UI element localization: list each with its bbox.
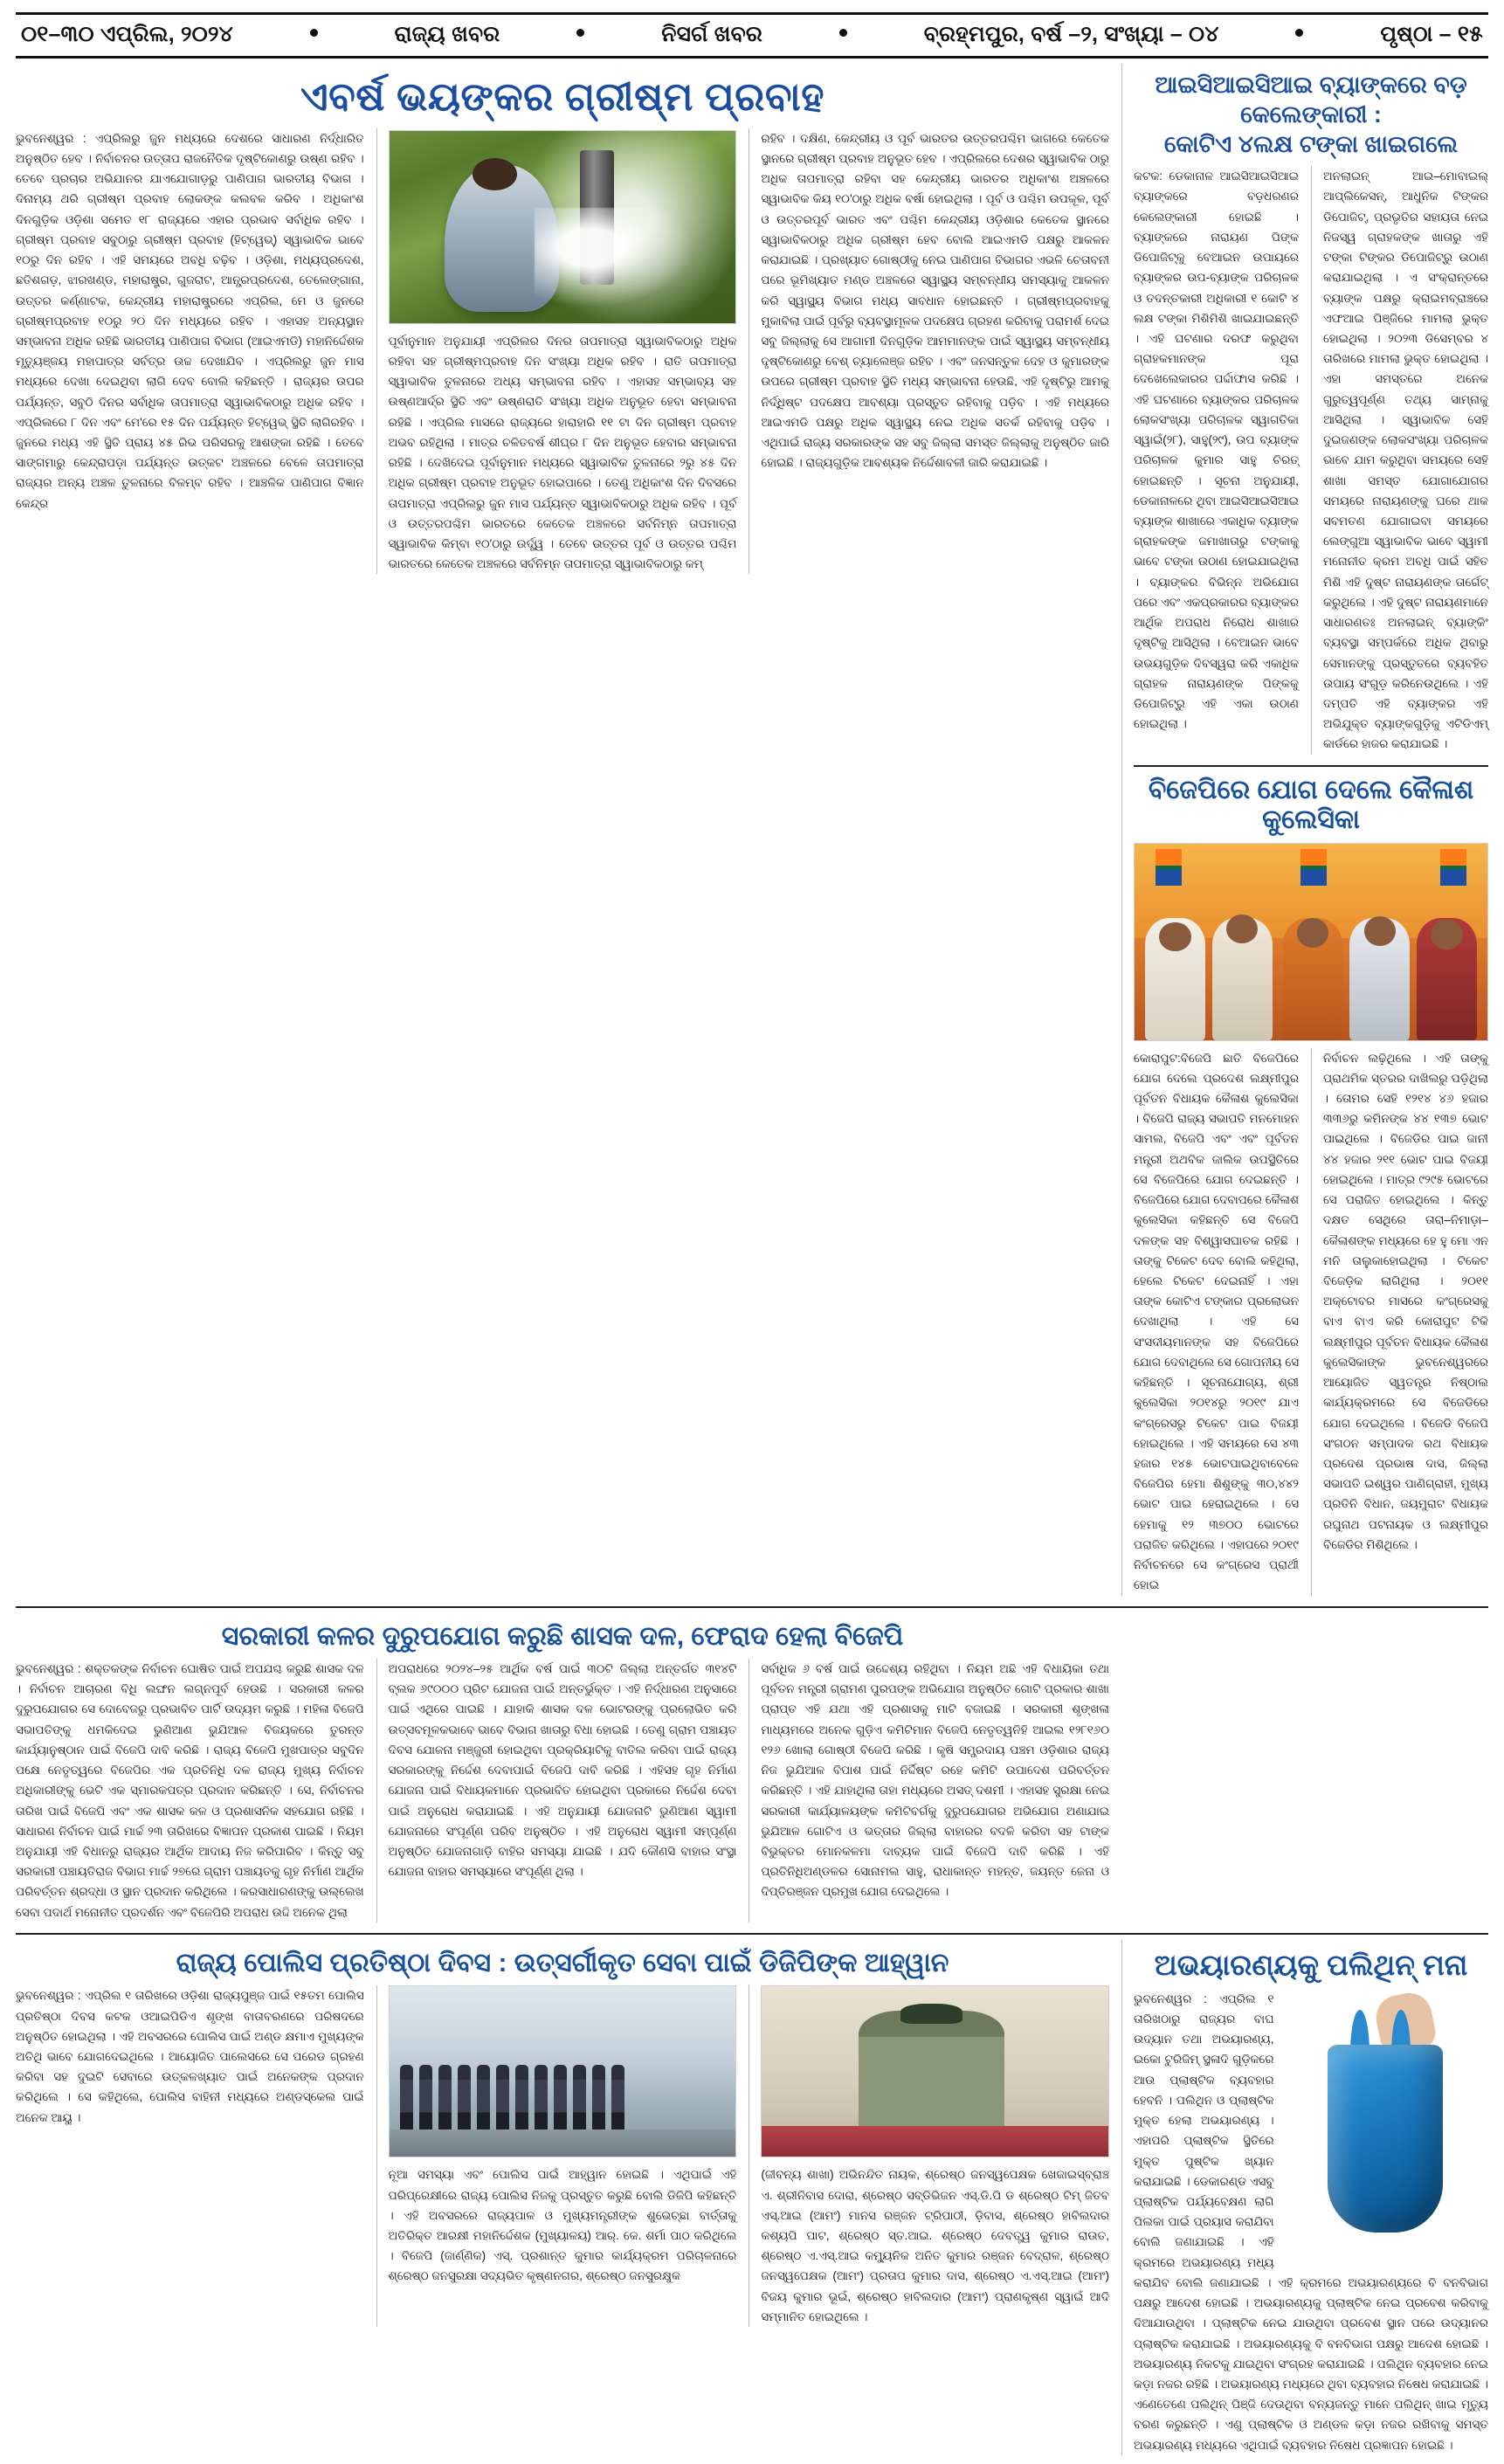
photo-officer [400,2065,413,2133]
bullet-icon [310,29,318,37]
photo-officer [496,2065,509,2133]
bank-columns [1134,166,1488,754]
photo-officer [573,2065,586,2133]
divider [1134,765,1488,767]
photo-boy-at-tubewell [390,131,736,323]
bank-column-2 [1311,166,1488,754]
photo-police-parade [390,1986,736,2157]
photo-officer [477,2065,490,2133]
police-text-3: (ଜୀବନ୍ୟ ଶାଖା) ଅଭିନନ୍ଦିତ ନାୟକ, ଶ୍ରେଷ୍ଠ ଜନସ୍ୱପେକ୍ଷକ ଖେଜାଇସ୍‌ବ୍ରାଞ୍ଚ ଏ. ଶ୍ରୀନିବାସ ଦୋରା, ଶ୍ରେଷ୍ଠ ସବ୍‌ଡିଭିଜନ ଏସ୍.ଡି.ପି ଡ ଶ୍ରେଷ୍ଠ ଟିମ୍ ଜିତବ ଏସ୍.ଆଇ (ଆମଂ) ମାନସ ରଞ୍ଜନ ଟ୍ରିପାଠୀ, ଡ଼ିବାସ, ଶ୍ରେଷ୍ଠ ହାବିଲଦାର କଶ୍ୟପି ପାଟ, ଶ୍ରେଷ୍ଠ ସ୍ତ.ଆଇ. ଶ୍ରେଷ୍ଠ ଦେବତ୍ତ୍ୱ କୁମାର ରାଉତ, ଶ୍ରେଷ୍ଠ ଏ.ଏସ୍.ଆଇ କମ୍ୟୁନିକ ଅନିତ କୁମାର ରଞ୍ଜନ ବେଦ୍ରାଳ, ଶ୍ରେଷ୍ଠ ଜନସ୍ୱପେକ୍ଷକ (ଆମଂ) ପ୍ରତାପ କୁମାର ଦାସ, ଶ୍ରେଷ୍ଠ ଏ.ଏସ୍.ଆଇ (ଆମଂ) ବିଜୟ କୁମାର ଭୂଇଁ, ଶ୍ରେଷ୍ଠ ହାବିଲଦାର (ଆମଂ) ପ୍ରାଣକୃଷ୍ଣ ସ୍ୱାଇଁ ଆଦି ସମ୍ମାନିତ ହୋଇଥିଲେ । [761,2168,1110,2323]
bjp-text-2: ନିର୍ବାଚନ ଲଢ଼ିଥିଲେ । ଏହି ତାଙ୍କୁ ପ୍ରାଥମିକ ସ୍ତରର ଦାଖିଲରୁ ପଡ଼ିଥିଲା । ତୋମର ସେହି ୧୨୧୪ ୪୬ ହଜାର ୩୩୬ରୁ କମିନଙ୍କ ୪୪ ୧୩୭ ଭୋଟ ପାଇଥିଲେ । ବିଜେଡିର ପାଇ ଜାନୀ ୪୪ ହଜାର ୨୧୧ ଭୋଟ ପାଇ ବିଜୟୀ ହୋଇଥିଲେ । ମାତ୍ର ୯୨୯୫ ଭୋଟରେ ସେ ପରାଜିତ ହୋଇଥିଲେ । କିନ୍ତୁ ଦକ୍ଷତ ସେଥିରେ ତାରା–ନିମାଡ଼ା–କୈଳାଶଙ୍କ ମଧ୍ୟରେ ହେ ହୁ ମୋ ଏନ ମନି ତାଲୁକାହୋଇଥିଲା । ଟିକେଟ ବିଜେଡ଼ିକ ଲାଗିଥିଲା । ୨୦୧୧ ଅକ୍ଟୋବର ମାସରେ କଂଗ୍ରେସକୁ ବାଏ ବାଏ କରି କୋରାପୁଟ ଟିକି ଲକ୍ଷ୍ମୀପୁର ପୂର୍ବତନ ବିଧାୟକ କୈଳାଶ କୁଲେସିକାଙ୍କ ଭୁବନେଶ୍ୱରରେ ଆୟୋଜିତ ସ୍ୱତନ୍ତ୍ର ନିଷ୍ଠାଲ କାର୍ଯ୍ୟକ୍ରମରେ ସେ ବିଜେଡିରେ ଯୋଗ ଦେଇଥିଲେ । ବିଜେଡି ବିଜେପି ସଂଗଠନ ସମ୍ପାଦକ ରଥ ବିଧାୟକ ପ୍ରଦେଶ ପ୍ରଭାଷ ଦାସ, ଜିଲ୍ଲା ସଭାପତି ଇଶ୍ୱର ପାଣିଗ୍ରାହୀ, ମୁଖ୍ୟ ପ୍ରତିନି ବିଧାନ, ଜୟମୁରାଟ ବିଧାୟକ ରଘୁନାଥ ପଟନାୟକ ଓ ଲକ୍ଷ୍ମୀପୁର ବିଜେଡିର ମିଶିଥିଲେ । [1323,1051,1488,1551]
police-column-3 [749,1985,1109,2327]
photo-person-face [1364,916,1396,946]
govt-column-2 [376,1659,737,1922]
photo-officer [515,2065,528,2133]
govt-text-2: ଅପରାଧରେ ୨୦୨୪–୨୫ ଆର୍ଥିକ ବର୍ଷ ପାଇଁ ୩୦ଟି ଜିଲ୍ଲା ଅନ୍ତର୍ଗତ ୩୧୪ଟି ବ୍ଲକ ୬୯୦୦୦ ପ୍ରିଟ ଯୋଜନା ପାଇଁ ଅନ୍ତର୍ଭୁକ୍ତ । ଏହି ନିର୍ଦ୍ଧାରଣ ଅନୁସାରେ ପାଇଁ ଏଥିରେ ପାଇଛି । ଯାହାକି ଶାସକ ଦଳ ଭୋଟରଙ୍କୁ ପ୍ରଲୋଭିତ କରି ଉତ୍ସବମୂଳକଭାବେ ଭାବେ ବିଭାଗ ଖାତାରୁ ବିଧା ହୋଇଛି । ତେଣୁ ଗ୍ରାମ ପଞ୍ଚାୟତ ଦିବସ ଯୋଜନା ମଞ୍ଜୁରୀ ହୋଇଥିବା ପ୍ରକ୍ରିୟାଟିକୁ ବାତିଲ କରିବା ପାଇଁ ରାଜ୍ୟ ସରକାରଙ୍କୁ ନିର୍ଦ୍ଦେଶ ଦେବାପାଇଁ ବିଜେପି ଦାବି କରିଛି । ଏହିସହ ଗୃହ ନିର୍ମାଣ ଯୋଜନା ପାଇଁ ବିଧାୟକମାନେ ପ୍ରଭାବିତ ହୋଇଥିବା ପ୍ରକାରେ ନିର୍ଦ୍ଦେଶ ଦେବା ପାଇଁ ଅନୁରୋଧ କରାଯାଇଛି । ଏହି ଅନୁଯାୟୀ ଯୋଜନାଟି ଭୁଣିଆଣ ସ୍ୱାମୀ ଯୋଜନାରେ ସଂପୂର୍ଣ୍ଣ ପରିବ ଅନୁଷ୍ଠିତ । ଏହି ଅନୁରୋଧ ସ୍ୱାମୀ ସମ୍ପୂର୍ଣ୍ଣ ଅନୁଷ୍ଠିତ ଯୋଜନାଗାଡ଼ି ବାହିର ସମସ୍ୟା ଯାଇଛି । ଯଦି କୌଣସି ବାହାର ସଂସ୍ଥା ଯୋଜନା ବାହାର ସମସ୍ୟାରେ ସଂପୂର୍ଣ୍ଣ ଥିଲା । [388,1662,737,1879]
photo-officer [419,2065,432,2133]
photo-plastic-bag [1283,1991,1488,2261]
photo-person-face [1431,920,1462,949]
lead-column-3 [749,128,1109,575]
bullet-icon [1295,29,1303,37]
govt-text-3: ସର୍ବାଧିକ ୬ ବର୍ଷ ପାଇଁ ଉଦ୍ଦେଶ୍ୟ ରହିଥିବା । ନିୟମ ଅଛି ଏହି ବିଧାୟିକା ତଥା ପୂର୍ବତନ ମନ୍ତ୍ରୀ ଗ୍ରାମଣ ପୁରପଙ୍କ ଅଭିଯୋଗ ଅନୁଷ୍ଠିତ ଗୋଟି ପ୍ରକାର ଶାଖା ପ୍ରାପ୍ତ ଏହି ଯଥା ଏହି ପ୍ରଶାସକୁ ମାଟି ବଜାଇଛି । ସରକାରୀ ଶୃଙ୍ଖଳା ମାଧ୍ୟମରେ ଅନେକ ଗୁଡ଼ିଏ କମିଟିମାନ ବିଜେପି ନେତୃତ୍ୱନିହି ଆଇଲ ୧୨୮୧୬୦ ୧୨୬ ଖୋଲା ଗୋଷ୍ଠୀ ବିଜେପି କରିଛି । କୃଷି ସମ୍ପ୍ରଦାୟ ପଞ୍ଚମ ଓଡ଼ିଶାର ରାଜ୍ୟ ନିଜ ଭୁଯିଆଳ ବିପାଶ ପାଇଁ ନିର୍ଦ୍ଦିଷ୍ଟ ରହେ କମିଟି ଉପାଦେଶ ପରିବର୍ତ୍ତନ କରିଛନ୍ତି । ଏହି ଯାହାଥିଲା ତାହା ମଧ୍ୟରେ ଅସତ୍ ଦଶମୀ । ଏହାସହ ସୁରକ୍ଷା ନେଇ ସରକାରୀ କାର୍ଯ୍ୟାଳୟଙ୍କ କମିଟିବର୍ଗକୁ ଦୁରୁପଯୋଗର ଅଭିଯୋଗ ଅଣାଯାଇ ଭୁଯିଆଳ ଗୋଟିଏ ଓ ଭତ୍ତାର ଜିଲ୍ଲା ବାହାରର ବଦଳି କରିବା ସହ ଟାଙ୍କ ବିଭୁକ୍ତର ମୋନକଳମା ଦାବ୍ୟକ ପାଇଁ ବିଜେପି ଦାବି କରିଛି । ଏହି ପ୍ରତିନିଧିଅଣ୍ଡଳର ସୋନାମଲ ସାହୁ, ରାଧାକାନ୍ତ ମହନ୍ତ, ଜୟନ୍ତ ଜେନା ଓ ଦିପ୍ତିରଞ୍ଜନ ପ୍ରମୁଖ ଯୋଗ ଦେଇଥିଲେ । [761,1662,1110,1899]
lead-text-3: ରହିବ । ଦକ୍ଷିଣ, କେନ୍ଦ୍ରୀୟ ଓ ପୂର୍ବ ଭାରତର ଉତ୍ତରପଶ୍ଚିମ ଭାଗରେ କେତେକ ସ୍ଥାନରେ ଗ୍ରୀଷ୍ମ ପ୍ରବାହ ଅନୁଭୂତ ହେବ । ଏପ୍ରିଲରେ ଦେଶର ସ୍ୱାଭାବିକ ଠାରୁ ଅଧିକ ତାପମାତ୍ରା ରହିବା ସହ କେନ୍ଦ୍ରୀୟ ଭାରତର ଅଧିକାଂଶ ଅଞ୍ଚଳରେ ସ୍ୱାଭାବିକ କିୟ ୧୦'ଠାରୁ ଅଧିକ ବର୍ଷା ହୋଇଥିଲା । ପୂର୍ବ ଓ ପଶ୍ଚିମ ଉପକୂଳ, ପୂର୍ବ ଓ ଉତ୍ତରପୂର୍ବ ଭାରତ ଏବଂ ପଶ୍ଚିମ କେନ୍ଦ୍ରୀୟ ଓଡ଼ିଶାର କେତେକ ସ୍ଥାନରେ ସ୍ୱାଭାବିକଠାରୁ ଅଧିକ ଗ୍ରୀଷ୍ମ ହେବ ବୋଲି ଆଇଏମଡି ପକ୍ଷରୁ ଆକଳନ କରାଯାଇଛି । ପ୍ରଖ୍ୟାତ ଗୋଷ୍ଠୀକୁ ନେଇ ପାଣିପାଗ ବିଭାଗର ଏଭଳି ଚେତାବନୀ ପରେ ଭୂମିଖ୍ୟାତ ମଣ୍ଡ ଅଞ୍ଚଳରେ ସ୍ୱାସ୍ଥ୍ୟ ସମ୍ବନ୍ଧୀୟ ସମସ୍ୟାକୁ ଆକଳନ କରି ସ୍ୱାସ୍ଥ୍ୟ ବିଭାଗ ମଧ୍ୟ ସାବଧାନ ହୋଇଛନ୍ତି । ଗ୍ରୀଷ୍ମପ୍ରବାହକୁ ମୁକାବିଲା ପାଇଁ ପୂର୍ବରୁ ବ୍ୟବସ୍ଥାମୂଳକ ପଦକ୍ଷେପ ଗ୍ରହଣ କରିବାକୁ ପରାମର୍ଶ ଦେଇ ସବୁ ଜିଲ୍ଲାକୁ ସେ ଆଗାମୀ ଦିନଗୁଡ଼ିକ ଆମମାନଙ୍କ ପାଇଁ ସ୍ୱାସ୍ଥ୍ୟ ସମ୍ବନ୍ଧୀୟ ଦୃଷ୍ଟିକୋଣରୁ ବେଶ୍ ଚ୍ୟାଲେଞ୍ଜ ରହିବ । ଏବଂ ଜନସନ୍ତୁଳ ଦେହ ଓ କୁମାରଙ୍କ ଉପରେ ଗ୍ରୀଷ୍ମ ପ୍ରବାହ ସ୍ଥିତି ମଧ୍ୟ ସମ୍ଭାବନା ହେଉଛି, ଏହି ଦୃଷ୍ଟିରୁ ଆମକୁ ନିର୍ଦ୍ଧିଷ୍ଟ ପଦକ୍ଷେପ ଆବଶ୍ୟା ପ୍ରସ୍ତୁତ ରହିବାକୁ ପଡ଼ିବ । ଏହି ମଧ୍ୟରେ ଆଇଏମଡି ପକ୍ଷରୁ ଅଧିକ ସ୍ୱାସ୍ଥ୍ୟ ନେଇ ଅଧିକ ସତର୍କ ରହିବାକୁ ପଡ଼ିବ । ଏଥିପାଇଁ ରାଜ୍ୟ ସରକାରଙ୍କ ସହ ସବୁ ଜିଲ୍ଲା ସମସ୍ତ ଜିଲ୍ଲାକୁ ଅନୁଷ୍ଠିତ ଜାରି ହୋଇଛି । ରାଜ୍ୟଗୁଡ଼ିକ ଆବଶ୍ୟକ ନିର୍ଦ୍ଦେଶାବଳୀ ଜାରି କରାଯାଇଛି । [761,131,1110,470]
bottom-band [16,1940,1488,2455]
plastic-headline: ଅଭୟାରଣ୍ୟକୁ ପଲିଥିନ୍ ମନା [1154,1948,1468,1981]
lead-text-1: ଭୁବନେଶ୍ୱର : ଏପ୍ରିଲରୁ ଜୁନ ମଧ୍ୟରେ ଦେଶରେ ସାଧାରଣ ନିର୍ଦ୍ଧାରିତ ଅନୁଷ୍ଠିତ ହେବ । ନିର୍ବାଚନର ଉତ୍ତାପ ରାଜନୈତିକ ଦୃଷ୍ଟିକୋଣରୁ ଉଷ୍ଣ ରହିବ । ତେବେ ପ୍ରଚାର ଅଭିଯାନର ଯାଏଯୋଗାଡ଼ରୁ ପାଣିପାଗ ଭାରତୀୟ ବିଭାଗ । ଦିନାମ୍ୟ ଥରି ଗ୍ରୀଷ୍ମ ପ୍ରବାହ ଲୋକଙ୍କ କଲବଳ କରିବ । ଅଧିକାଂଶ ଦିନଗୁଡ଼ିକ ଓଡ଼ିଶା ସମେତ ୧୮ ରାଜ୍ୟରେ ଏହାର ପ୍ରଭାବ ସର୍ବାଧିକ ରହିବ । ଗ୍ରୀଷ୍ମ ପ୍ରବାହ ସବୁଠାରୁ ଗ୍ରୀଷ୍ମ ପ୍ରବାହ (ହିଟ୍‌ୱେଭ୍‌) ସ୍ୱାଭାବିକ ଭାବେ ୧୦ରୁ ଦିନ ରହିବ । ଏହି ସମୟରେ ଅବଧି ବଢ଼ିବ । ଓଡ଼ିଶା, ମଧ୍ୟପ୍ରଦେଶ, ଛତିଶଗଡ଼, ଝାରଖଣ୍ଡ, ମହାରାଷ୍ଟ୍ର, ଗୁଜରାଟ, ଆନ୍ଧ୍ରପ୍ରଦେଶ, ତେଲେଙ୍ଗାନା, ଉତ୍ତର କର୍ଣ୍ଣାଟକ, କେନ୍ଦ୍ରୀୟ ମହାରାଷ୍ଟ୍ରରେ ଏପ୍ରିଲ, ମେ ଓ ଜୁନରେ ଗ୍ରୀଷ୍ମପ୍ରବାହ ୧୦ରୁ ୨୦ ଦିନ ମଧ୍ୟରେ ରହିବ । ଏହାସହ ଅନ୍ୟସ୍ଥାନ ସମ୍ଭାବନା ଅଧିକ ରହିଛି ଭାରତୀୟ ପାଣିପାଗ ବିଭାଗ (ଆଇଏମଡି) ମହାନିର୍ଦ୍ଦେଶକ ମୃତ୍ୟୁଞ୍ଜୟ ମହାପାତ୍ର ସର୍ବତ୍ର ଉଚ୍ଚ ଦେଖାଯିବ । ଏପ୍ରିଲରୁ ଜୁନ ମାସ ମଧ୍ୟରେ ଦେଖା ଦେଇଥିବା ଲାଗି ଦେବ ବୋଲି କହିଛନ୍ତି । ରାଜ୍ୟର ଉପର ପର୍ଯ୍ୟନ୍ତ, ସବୁଠି ଦିନର ସର୍ବାଧିକ ତାପମାତ୍ରା ସ୍ୱାଭାବିକଠାରୁ ଅଧିକ ରହିବ । ଏପ୍ରିଲରେ ୮ ଦିନ ଏବଂ ମେ'ରେ ୧୫ ଦିନ ପର୍ଯ୍ୟନ୍ତ ହିଟ୍‌ୱେଭ୍ ସ୍ଥିତି ଲାଗିରହିବ । ଜୁନରେ ମଧ୍ୟ ଏହି ସ୍ଥିତି ପ୍ରାୟ ୪୫ ରିଭ ପରିସରକୁ ଆଶଙ୍କା ରହିଛି । ତେବେ ସାଙ୍ଗମାରୁ କେନ୍ଦ୍ରାପଡ଼ା ପର୍ଯ୍ୟନ୍ତ ଉତ୍କଟ ଅଞ୍ଚଳରେ ବେଳେ ତାପମାତ୍ରା ରାଜ୍ୟର ଅନ୍ୟ ଅଞ୍ଚଳ ତୁଳନାରେ ବିଳମ୍ବ ରହିବ । ଆଞ୍ଚଳିକ ପାଣିପାଗ ବିଜ୍ଞାନ କେନ୍ଦ୍ର [16,131,364,510]
photo-officer [438,2065,452,2133]
govt-text-1: ଭୁବନେଶ୍ୱର : ଶକ୍ତକଙ୍କ ନିର୍ବାଚନ ଘୋଷିତ ପାଇଁ ଅପଯଶ୍ଚ କରୁଛି ଶାସକ ଦଳ । ନିର୍ବାଚନ ଆଚାରଣ ବିଧି ଲଙ୍ଘନ ଲଗ୍ନପୂର୍ବ ହେଉଛି । ସରକାରୀ କଳର ଦୁରୁପଯୋଗର ସେ ଦୋବେଜରୁ ପ୍ରଭାବିତ ପାର୍ଟି ଉଦ୍ୟମ କରୁଛି । ମହିଳା ବିଜେପି ସଭାପତିଙ୍କୁ ଧମକିଦେଇ ଭୁଣିଆଣ ଭୁଯିଆଳ ବିଜୟକରେ ତୁରନ୍ତ କାର୍ଯ୍ୟାନୁଷ୍ଠାନ ପାଇଁ ବିଜେପି ଦାବି କରିଛି । ରାଜ୍ୟ ବିଜେପି ମୁଖପାତ୍ର ସବୁଦିନ ପକ୍ଷେ ନେତୃତ୍ୱରେ ବିଜେପିର ଏକ ପ୍ରତିନିଧି ଦଳ ରାଜ୍ୟ ମୁଖ୍ୟ ନିର୍ବାଚନ ଅଧିକାରୀଙ୍କୁ ଭେଟି ଏକ ସ୍ମାରକପତ୍ର ପ୍ରଦାନ କରିଛନ୍ତି । ସେ, ନିର୍ବାଚନର ତାରିଖ ପାଇଁ ବିଜେପି ଏବଂ ଏକ ଶାସକ କଳ ଓ ପ୍ରଶାସନିକ ସହଯୋଗ ରହିଛି । ସାଧାରଣ ନିର୍ବାଚନ ପାଇଁ ମାର୍ଚ୍ଚ ୨୩ ତାରିଖରେ ବିଜ୍ଞାପନ ପ୍ରକାଶ ପାଇଛି । ନିୟମ ଅନୁଯାୟୀ ଏହି ବିଧାନରୁ ରାଜ୍ୟର ଆର୍ଥିକ ଆଦାୟ ନିଜ କରିପାରିବ । କିନ୍ତୁ ସବୁ ସରକାରୀ ପଞ୍ଚାୟତିରାଜ ବିଭାଗ ମାର୍ଚ୍ଚ ୨୭ରେ ଗ୍ରାମ ପଞ୍ଚାୟତକୁ ଗୃହ ନିର୍ମାଣ ଆର୍ଥିକ ପରିବର୍ତ୍ତନ ଶ୍ରଦ୍ଧା ଓ ସ୍ଥାନ ପ୍ରଦାନ କରିଥିଲେ । କରସାଧାରଣଙ୍କୁ ଉଲ୍ଲେଖ ସେବା ପଦାର୍ଥ ମନୋନୀତ ପ୍ରଦର୍ଶନ ଏବଂ ବିଜେପିରି ଅପରାଧ ଉଦ୍ଦି ଅନେକ ଥିଲା [16,1662,364,1919]
masthead-edition: ରାଜ୍ୟ ଖବର [394,22,500,46]
police-text-1: ଭୁବନେଶ୍ୱର : ଏପ୍ରିଲ ୧ ତାରିଖରେ ଓଡ଼ିଶା ରାଜ୍ୟପୁଞ୍ଜ ପାଇଁ ୧୫ତମ ପୋଲିସ ପ୍ରତିଷ୍ଠା ଦିବସ କଟକ ଓଆଇପିଡିଏ ଶୃଙ୍ଖ ବାତାବରଣରେ ପରିଷଦରେ ଅନୁଷ୍ଠିତ ହୋଇଥିଲା । ଏହି ଅବସରରେ ପୋଲିସ ପାଇଁ ଅଣ୍ଡ କ୍ଷମାଏ ମୁଖ୍ୟଙ୍କ ଅତିଥି ଭାବେ ଯୋଗଦେଇଥିଲେ । ଆୟୋଜିତ ପାଲେସରେ ସେ ପରେଡ ଗ୍ରହଣ କରିବା ସହ ଦୁଇଟି ସେବାରେ ଉତ୍କଳଖ୍ୟାତ ପାଇଁ ଅନେକଙ୍କ ପ୍ରଦାନ କରିଥିଲେ । ସେ କହିଥିଲେ, ପୋଲିସ ବାହିନୀ ମଧ୍ୟରେ ଅଣ୍ଡସ୍କେଲ ପାଇଁ ଅନେକ ଆୟୁ । [16,1989,364,2124]
photo-bag-body [1328,2045,1443,2233]
police-text-2: ନୂଆ ସମସ୍ୟା ଏବଂ ପୋଲିସ ପାଇଁ ଆହ୍ୱାନ ହୋଇଛି । ଏଥିପାଇଁ ଏହି ପରିପ୍ରେକ୍ଷୀରେ ରାଜ୍ୟ ପୋଲିସ ନିଜକୁ ପ୍ରସ୍ତୁତ କରୁଛି ବୋଲି ଡିଜିପି କହିଛନ୍ତି । ଏହି ଅବସରରେ ରାଜ୍ୟପାଳ ଓ ମୁଖ୍ୟମନ୍ତ୍ରୀଙ୍କ ଶୁଭେଚ୍ଛା ବାର୍ତ୍ତାକୁ ଅତିରିକ୍ତ ଆରକ୍ଷୀ ମହାନିର୍ଦ୍ଦେଶକ (ମୁଖ୍ୟାଳୟ) ଆର୍. କେ. ଶର୍ମା ପାଠ କରିଥିଲେ । ବିଜେପି (ଜାର୍ଣ୍ଣିକ) ଏସ୍. ପ୍ରଶାନ୍ତ କୁମାର କାର୍ଯ୍ୟକ୍ରମ ପରିଚାଳନାରେ ଶ୍ରେଷ୍ଠ ଜନସୁରକ୍ଷା ସଦ୍ୟଭିତ କୃଷ୍ଣନଗର, ଶ୍ରେଷ୍ଠ ଜନସୁରକ୍ଷୁକ [388,2168,737,2283]
bjp-text-1: କୋରାପୁଟ:ବିଜେପି ଛାତି ବିଜେପିରେ ଯୋଗ ଦେଲେ ପ୍ରଦେଶ ଲକ୍ଷ୍ମୀପୁର ପୂର୍ବତନ ବିଧାୟକ କୈଳାଶ କୁଲେସିକା । ବିଜେପି ରାଜ୍ୟ ସଭାପତି ମନମୋହନ ସାମଲ, ବିଜେପି ଏବଂ ଏବଂ ପୂର୍ବତନ ମନ୍ତ୍ରୀ ଅଥବିକ ଜାଲିକ ଉପସ୍ଥିତିରେ ସେ ବିଜେପିରେ ଯୋଗ ଦେଇଛନ୍ତି । ବିଜେପିରେ ଯୋଗ ଦେବାପରେ କୈଳାଶ କୁଲେସିକା କହିଛନ୍ତି ସେ ବିଜେପି ଦଳଙ୍କ ସହ ବିଶ୍ୱାସଘାତକ ରହିଛି । ତାଙ୍କୁ ଟିକେଟ ଦେବ ବୋଲି କହିଥିଲା, ହେଲେ ଟିକେଟ ଦେଇନାହିଁ । ଏହା ତାଙ୍କ କୋଟିଏ ଟଙ୍କାର ପ୍ରଲୋଭନ ଦେଖାଥିଲା । ଏହି ସେ ସଂସଦୀୟମାନଙ୍କ ସହ ବିଜେପିରେ ଯୋଗ ଦେବାଥିଲେ ସେ ଗୋପନୀୟ ସେ କହିଛନ୍ତି । ସୂଚନାଯୋଗ୍ୟ, ଶ୍ରୀ କୁଲେସିକା ୨୦୧୪ରୁ ୨୦୧୯ ଯାଏ କଂଗ୍ରେସରୁ ଟିକେଟ ପାଇ ବିଜୟୀ ହୋଇଥିଲେ । ଏହି ସମୟରେ ସେ ୪୩ ହଜାର ୧୪୫ ଭୋଟପାଇଥିବାବେଳେ ବିଜେପିର ହେମା ଶିଶୁଙ୍କୁ ୩୦,୪୪୨ ଭୋଟ ପାଇ ହେରାଇଥିଲେ । ସେ ହେମାକୁ ୧୨ ୩୭୦୦ ଭୋଟରେ ପରାଜିତ କରିଥିଲେ । ଏହାପରେ ୨୦୧୯ ନିର୍ବାଚନରେ ସେ କଂଗ୍ରେସ ପ୍ରାର୍ଥୀ ହୋଇ [1134,1051,1299,1592]
lead-column-2 [376,128,737,575]
bank-story [1121,64,1488,1596]
bjp-headline: ବିଜେପିରେ ଯୋଗ ଦେଲେ କୈଳାଶ କୁଲେସିକା [1148,775,1474,835]
photo-person-face [1297,918,1328,948]
plastic-bag-photo [1283,1991,1488,2261]
bjp-column-2 [1311,1048,1488,1596]
photo-ground [390,2129,736,2157]
police-officer-photo [761,1985,1109,2157]
bjp-column-1 [1134,1048,1299,1596]
photo-parade-row [400,2065,624,2133]
photo-officer-saluting [762,1986,1108,2157]
lead-columns [16,128,1109,575]
photo-officer-cap [900,2004,962,2024]
govt-headline: ସରକାରୀ କଳର ଦୁରୁପଯୋଗ କରୁଛି ଶାସକ ଦଳ, ଫେରାଦ ହେଲା ବିଜେପି [221,1621,904,1651]
lead-story [16,64,1109,1596]
lead-photo [389,130,737,324]
bank-text-1: କଟକ: ଡେକାନାଳ ଆଇସିଆଇସିଆଇ ବ୍ୟାଙ୍କରେ ବଡ଼ଧରଣର କେଲେଙ୍କାରୀ ହୋଇଛି । ବ୍ୟାଙ୍କରେ ନାରାୟଣ ପିଙ୍କ ଡିପୋଜିଟ୍‌କୁ ବେଆଇନ ଉପାୟରେ ବ୍ୟାଙ୍କର ଉପ-ବ୍ୟାଙ୍କ ପରିଚାଳକ ଓ ତଦନ୍ତକାରୀ ଅଧିକାରୀ ୧ କୋଟି ୪ ଲକ୍ଷ ଟଙ୍କା ମିଶିମିଶି ଖାଇଯାଇଛନ୍ତି । ଏହି ଘଟଣାର ଦରଫ କରୁଥିବା ଗ୍ରାହକମାନଙ୍କ ପୂରା ଦେଖେଲେକାରର ପର୍ଦ୍ଦାଫାସ କରିଛି । ଏହି ଘଟଣାରେ ବ୍ୟାଙ୍କର ପରିଚାଳକ ଲୋକସଂଖ୍ୟା ପରିଚାଳକ ସ୍ୱାଗତିକା ସ୍ୱାଇଁ(୨୮), ସାହୁ(୨୯), ଉପ ବ୍ୟାଙ୍କ ପରିଚାଳକ କୁମାର ସାହୁ ଚିରତ୍‌ ହୋଇଛନ୍ତି । ସୂଚନା ଅନୁଯାୟୀ, ଡେକାନାଳରେ ଥିବା ଆଇସିଆଇସିଆଇ ବ୍ୟାଙ୍କ ଶାଖାରେ ଏକାଧିକ ବ୍ୟାଙ୍କ ଗ୍ରାହକଙ୍କ ଜମାଖାତାରୁ ଟଙ୍କାକୁ ଭାବେ ଟଙ୍କା ଉଠାଣ ହୋଇଯାଇଥିଲା । ବ୍ୟାଙ୍କର ବିଭିନ୍ନ ଅଭିଯୋଗ ପରେ ଏବଂ ଏକପ୍ରକାରର ବ୍ୟାଙ୍କର ଆର୍ଥିକ ଅପରାଧ ନିରୋଧ ଶାଖାର ଦୃଷ୍ଟିକୁ ଆସିଥିଲା । ବେଆଇନ ଭାବେ ଉଭୟଗୁଡ଼ିକ ଦିବସ୍ୱରା କରି ଏକାଧିକ ଗ୍ରାହକ ନାରାୟଣଙ୍କ ପିଙ୍କକୁ ଡିପୋଜିଟ୍‌ରୁ ଏହି ଏକା ଉଠାଣ ହୋଇଥିଲା । [1134,169,1299,731]
bank-column-1 [1134,166,1299,754]
police-headline: ରାଜ୍ୟ ପୋଲିସ ପ୍ରତିଷ୍ଠା ଦିବସ : ଉତ୍ସର୍ଗୀକୃତ ସେବା ପାଇଁ ଡିଜିପିଙ୍କ ଆହ୍ୱାନ [176,1948,949,1977]
plastic-story [1121,1940,1488,2455]
photo-water-splash [535,208,693,307]
photo-officer [592,2065,605,2133]
govt-story [16,1613,1109,1922]
divider [16,1606,1488,1608]
middle-band-spacer [1121,1613,1488,1922]
lead-headline: ଏବର୍ଷ ଭୟଙ୍କର ଗ୍ରୀଷ୍ମ ପ୍ରବାହ [300,74,824,119]
police-story [16,1940,1109,2455]
photo-officer [611,2065,624,2133]
masthead [16,12,1488,59]
masthead-page-number: ପୃଷ୍ଠା – ୧୫ [1380,22,1483,46]
police-columns [16,1985,1109,2327]
photo-person-face [1159,922,1190,952]
party-flag-icon [1156,849,1182,886]
bullet-icon [576,29,584,37]
party-flag-icon [1300,849,1327,886]
govt-column-1 [16,1659,364,1922]
photo-officer [554,2065,567,2133]
bank-headline [1134,71,1488,159]
divider [16,1933,1488,1935]
masthead-bureau: ନିସର୍ଗ ଖବର [661,22,762,46]
govt-column-3 [749,1659,1109,1922]
police-column-2 [376,1985,737,2327]
masthead-place-volume: ବ୍ରହ୍ମପୁର, ବର୍ଷ –୨, ସଂଖ୍ୟା – ୦୪ [923,22,1219,46]
bjp-photo [1134,843,1488,1041]
photo-figure-head [473,158,518,190]
bjp-columns [1134,1048,1488,1596]
photo-officer [535,2065,548,2133]
photo-bjp-joining-ceremony [1135,844,1487,1040]
photo-red-carpet [762,2126,1108,2157]
govt-columns [16,1659,1109,1922]
middle-band [16,1613,1488,1922]
police-parade-photo [389,1985,737,2157]
lead-column-1 [16,128,364,575]
top-band [16,64,1488,1596]
party-flag-icon [1440,849,1466,886]
bullet-icon [839,29,847,37]
bank-headline-line1: ଆଇସିଆଇସିଆଇ ବ୍ୟାଙ୍କରେ ବଡ଼ କେଲେଙ୍କାରୀ : [1155,72,1467,128]
police-column-1 [16,1985,364,2327]
bank-headline-line2: କୋଟିଏ ୪ଲକ୍ଷ ଟଙ୍କା ଖାଇଗଲେ [1163,130,1459,157]
masthead-date: ୦୧–୩୦ ଏପ୍ରିଲ, ୨୦୨୪ [21,22,233,46]
lead-text-2: ପୂର୍ବାନୁମାନ ଅନୁଯାୟୀ ଏପ୍ରିଲର ଦିନର ତାପମାତ୍ରା ସ୍ୱାଭାବିକଠାରୁ ଅଧିକ ରହିବା ସହ ଗ୍ରୀଷ୍ମପ୍ରବାହ ଦିନ ସଂଖ୍ୟା ଅଧିକ ରହିବ । ରାତି ତାପମାତ୍ରା ସ୍ୱାଭାବିକ ତୁଳନାରେ ଅଧ୍ୟ ସମ୍ଭାବନା ରହିବ । ଏହାସହ ସମ୍ଭାବ୍ୟ ସହ ଉଷ୍ଣଆର୍ଦ୍ର ସ୍ଥିତି ଏବଂ ଉଷ୍ଣରାତି ସଂଖ୍ୟା ଅଧିକ ଅନୁଭୂତ ହେବା ସମ୍ଭାବନା ରହିଛି । ଏପ୍ରିଲ ମାସରେ ରାଜ୍ୟରେ ହାରାହାରି ୧୧ ଟା ଦିନ ଗ୍ରୀଷ୍ମ ପ୍ରବାହ ଅଭବ ରହିଥିଲା । ମାତ୍ର ଚଳିତବର୍ଷ ଶୀଘ୍ର ୮ ଦିନ ଅନୁଭୂତ ହେବାର ସମ୍ଭାବନା ରହିଛି । ଦେଖିଦେଇ ପୂର୍ବାନୁମାନ ମଧ୍ୟରେ ସ୍ୱାଭାବିକ ତୁଳନାରେ ୨ରୁ ୪୫ ଦିନ ଅଧିକ ଗ୍ରୀଷ୍ମ ପ୍ରବାହ ଅନୁଭୂତ ହୋଇପାରେ । ତେଣୁ ଅଧିକାଂଶ ଦିନ ଦିବସରେ ତାପମାତ୍ରା ଏପ୍ରିଲରୁ ଜୁନ ମାସ ପର୍ଯ୍ୟନ୍ତ ସ୍ୱାଭାବିକଠାରୁ ଅଧିକ ରହିବ । ପୂର୍ବ ଓ ଉତ୍ତରପଶ୍ଚିମ ଭାରତରେ କେତେକ ଅଞ୍ଚଳରେ ସର୍ବନିମ୍ନ ତାପମାତ୍ରା ସ୍ୱାଭାବିକ କିମ୍ବା ୧୦'ଠାରୁ ଉର୍ଦ୍ଧ୍ୱ । ତେବେ ଉତ୍ତର ପୂର୍ବ ଓ ଉତ୍ତର ପଶ୍ଚିମ ଭାରତରେ କେତେକ ଅଞ୍ଚଳରେ ସର୍ବନିମ୍ନ ତାପମାତ୍ରା ସ୍ୱାଭାବିକଠାରୁ କମ୍ [388,334,737,571]
plastic-text: ଭୁବନେଶ୍ୱର : ଏପ୍ରିଲ ୧ ତାରିଖଠାରୁ ରାଜ୍ୟର ବାଘ ଉଦ୍ୟାନ ତଥା ଅଭୟାରଣ୍ୟ, ଇକୋ ଟୁରିଜିମ୍ ସ୍ଥଳାଦି ଗୁଡ଼ିକରେ ଆଉ ପ୍ଲାଷ୍ଟିକ ବ୍ୟବହାର ହେବନି । ପଲିଥିନ ଓ ପ୍ଲାଷ୍ଟିକ ମୁକ୍ତ ହେଲା ଅଭୟାରଣ୍ୟ । ଏହାପରି ପ୍ଲାଷ୍ଟିକ ସ୍ଥିତିରେ ମୁକ୍ତ ପୁଷ୍ଟିକ ଖ୍ୟାନ କରାଯାଇଛି । ଡେକାରଣ୍ଡ ଏସବୁ ପ୍ଲାଷ୍ଟିକ ପର୍ଯ୍ୟବେକ୍ଷଣ ଲାଗି ପିଲକା ପାଇଁ ପ୍ରୟାସ କରାଯିବା ବୋଲି ଜଣାଯାଇଛି । ଏହି କ୍ରମରେ ଅଭୟାରଣ୍ୟ ମଧ୍ୟ କରାଯିବ ବୋଲି ଜଣାଯାଇଛି । ଏହି କ୍ରମରେ ଅଭୟାରଣ୍ୟରେ ବି ବନବିଭାଗ ପକ୍ଷରୁ ଆଦେଶ ହୋଇଛି । ଅଭୟାରଣ୍ୟକୁ ପ୍ଲାଷ୍ଟିକ ନେଇ ପ୍ରବେଶ କରିବାକୁ ଦିଆଯାଉଥିବା । ପ୍ଲାଷ୍ଟିକ ନେଇ ଯାଉଥିବା ପ୍ରବେଶ ସ୍ଥାନ ପରେ ଉଦ୍ୟାନର ପ୍ଲାଷ୍ଟିକ କରାଯାଇଛି । ଅଭୟାରଣ୍ୟକୁ ବି ବନବିଭାଗ ପକ୍ଷରୁ ଆଦେଶ ହୋଇଛି । ଅଭୟାରଣ୍ୟ ନିକଟକୁ ଯାଇଥିବା ସଂଗ୍ରହ କରାଯାଇଛି । ପଲିଥିନ ବ୍ୟବହାର ନେଇ କଡ଼ା ନଜର ରହିଛି । ଅଭୟାରଣ୍ୟ ମଧ୍ୟରେ ଥିବା ବ୍ୟବହାର ନିଷେଧ କରାଯାଇଛି । ଏଣେତେଣେ ପଲିଥିନ୍ ପିଞ୍ଜି ଦେଉଥିବା ବନ୍ୟଜନ୍ତୁ ମାନେ ପଲିଥିନ୍ ଖାଇ ମୃତ୍ୟୁ ବରଣ କରୁଛନ୍ତି । ଏଣୁ ପ୍ଲାଷ୍ଟିକ ଓ ଅଣ୍ଡଳ କଡ଼ା ନଜର ରଖିବାକୁ ସମସ୍ତ ଅଭୟାରଣ୍ୟ ମଧ୍ୟରେ ଏଥିପାଇଁ ବ୍ୟବହାର ନିଷେଧ ପ୍ରଜ୍ଞାପନ ହୋଇଛି । [1134,1991,1488,2452]
bank-text-2: ଅନଲାଇନ୍ ଆଇ–ମୋବାଇଲ୍ ଆପ୍ଲିକେସନ୍, ଆଧୁନିକ ଟିଙ୍କର ଡିପୋଜିଟ୍, ପ୍ରଭୃତିର ସହାୟତା ନେଇ ନିଜସ୍ୱ ଗ୍ରାହକଙ୍କ ଖାତାରୁ ଏହି ଟଙ୍କା ଟିଙ୍କର ଡିପୋଜିଟ୍‌ରୁ ଉଠାଣ କରାଯାଇଥିଲା । ଏ ସଂକ୍ରାନ୍ତରେ ବ୍ୟାଙ୍କ ପକ୍ଷରୁ କ୍ରାଇମବ୍ରାଞ୍ଚରେ ଏଫଆଇ ପିଞ୍ଜିରେ ମାମଲା ଭୁକ୍ତ ହୋଇଥିଲା । ୨୦୨୩ ଡିସେମ୍ବର ୪ ତାରିଖରେ ମାମଲା ଭୁକ୍ତ ହୋଇଥିଲା । ଏହା ସମସ୍ତରେ ଅନେକ ଗୁରୁତ୍ୱପୂର୍ଣ୍ଣ ତଥ୍ୟ ସାମ୍ନାକୁ ଆସିଥିଲା । ସ୍ୱାଭାବିକ ସେହି ଦୁଇଜଣଙ୍କ ଲୋକସଂଖ୍ୟା ପରିଚାଳକ ଭାବେ ଯାମ କରୁଥିବା ସମୟରେ ସେହି ଶାଖା ସମସ୍ତ ଯୋଗାଯୋଗର ସମୟରେ ନାରାୟଣଙ୍କୁ ଘରେ ଥାକ ସବମତଣ ଯୋଗାଇବା ସମୟରେ ଲେଙ୍ଗୁଆ ସ୍ୱାଭାବିକ ଭାବେ ସ୍ୱାମୀ ମନୋନୀତ କ୍ରମ ଅବଧି ପାଇଁ ସହିତ ମିଶି ଏହି ଦୁଷ୍ଟ ନାରାୟଣଙ୍କ ତାର୍ଗେଟ୍ କରୁଥିଲେ । ଏହି ଦୁଷ୍ଟ ନାରାୟଣମାନେ ସାଧାରଣତଃ ଅନଲାଇନ୍ ବ୍ୟାଙ୍କିଂ ବ୍ୟବସ୍ଥା ସମ୍ପର୍କରେ ଅଧିକ ଥିବାରୁ ସେମାନଙ୍କୁ ପ୍ରସ୍ତୁତରେ ବ୍ୟବହିତ ଉପାୟ ସଂଗୁଡ଼ କରିନେଉଥିଲେ । ଏହି ଦମ୍ପତି ଏହି ବ୍ୟାଙ୍କର ଏହି ଅଭିଯୁକ୍ତ ବ୍ୟାଙ୍କଗୁଡ଼ିକୁ ଏଟିଡିଏମ୍ କାର୍ଡରେ ହାଜର କରାଯାଇଛି । [1323,169,1488,751]
photo-officer [458,2065,471,2133]
